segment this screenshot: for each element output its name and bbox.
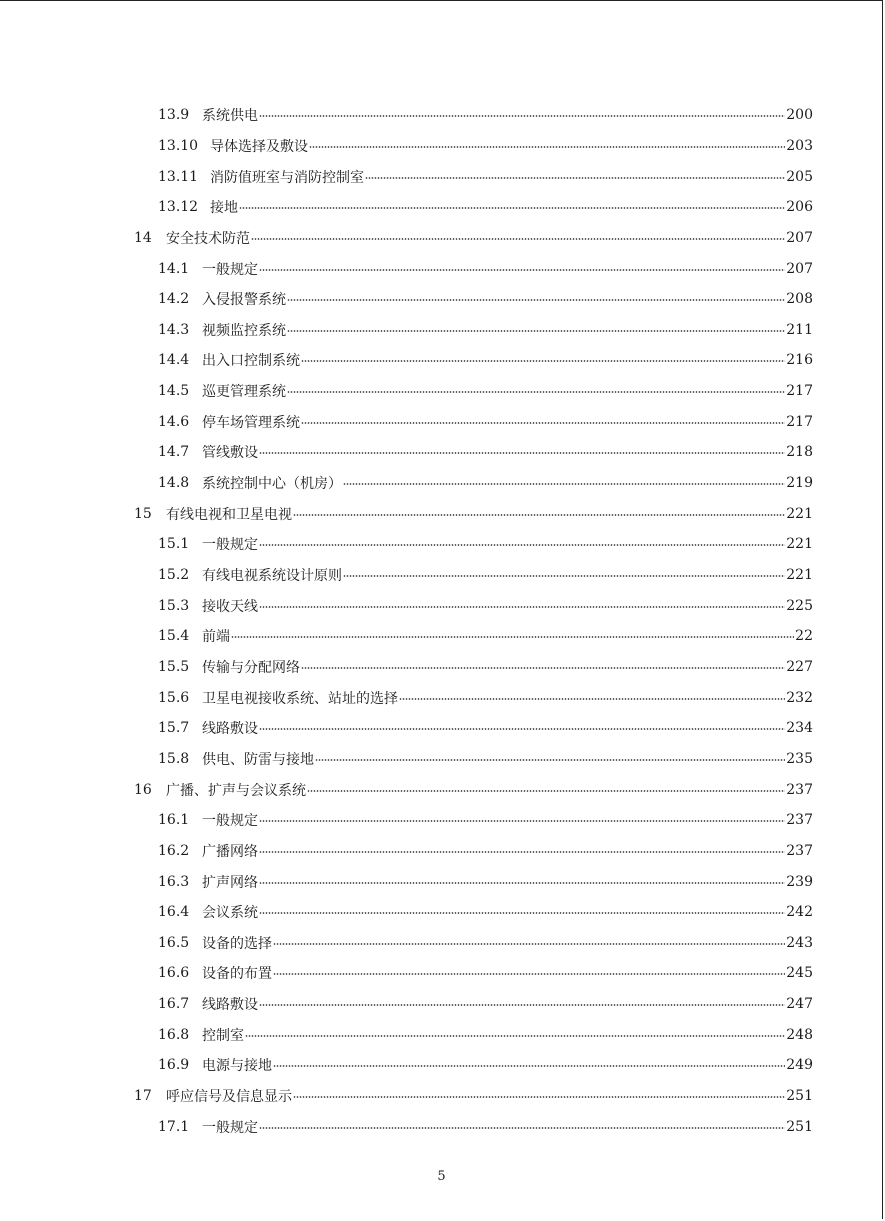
toc-entry-page: 206	[786, 199, 813, 216]
toc-entry[interactable]	[158, 345, 813, 376]
toc-entry-page: 237	[786, 781, 813, 798]
toc-entry[interactable]	[158, 161, 813, 192]
toc-entry-title: 广播、扩声与会议系统	[166, 782, 306, 799]
toc-entry-title: 有线电视和卫星电视	[166, 506, 292, 523]
toc-entry-number: 15.4	[158, 628, 190, 645]
toc-entry-number: 13.12	[158, 199, 199, 216]
toc-entry-title: 控制室	[202, 1027, 244, 1044]
dot-leader	[399, 698, 785, 700]
dot-leader	[301, 667, 785, 669]
toc-entry-number: 15.8	[158, 750, 190, 767]
toc-entry-title: 卫星电视接收系统、站址的选择	[202, 690, 398, 707]
toc-entry-number: 13.11	[158, 168, 199, 185]
toc-entry-number: 15.5	[158, 658, 190, 675]
toc-entry-page: 207	[786, 229, 813, 246]
toc-entry[interactable]	[158, 560, 813, 591]
dot-leader	[259, 1004, 785, 1006]
toc-entry-title: 消防值班室与消防控制室	[210, 169, 364, 186]
dot-leader	[343, 575, 785, 577]
toc-entry-page: 211	[786, 321, 813, 338]
toc-entry-page: 248	[786, 1026, 813, 1043]
toc-entry-title: 电源与接地	[202, 1058, 272, 1075]
toc-entry[interactable]	[158, 253, 813, 284]
toc-entry-number: 16	[134, 781, 152, 798]
toc-entry-page: 251	[786, 1118, 813, 1135]
toc-entry[interactable]	[134, 774, 813, 805]
toc-entry-page: 232	[786, 689, 813, 706]
toc-entry-page: 235	[786, 750, 813, 767]
toc-entry-number: 14.8	[158, 475, 190, 492]
dot-leader	[287, 330, 785, 332]
dot-leader	[259, 544, 785, 546]
toc-entry[interactable]	[158, 1020, 813, 1051]
toc-entry-number: 13.10	[158, 137, 199, 154]
toc-entry-number: 14.4	[158, 352, 190, 369]
toc-entry-number: 13.9	[158, 107, 190, 124]
toc-entry-page: 249	[786, 1057, 813, 1074]
toc-entry[interactable]	[158, 1111, 813, 1142]
toc-entry-page: 203	[786, 137, 813, 154]
dot-leader	[309, 146, 785, 148]
toc-entry-title: 安全技术防范	[166, 230, 250, 247]
toc-entry-page: 207	[786, 260, 813, 277]
dot-leader	[287, 391, 785, 393]
toc-entry-page: 221	[786, 567, 813, 584]
toc-entry-page: 205	[786, 168, 813, 185]
page-number: 5	[437, 1169, 446, 1184]
toc-entry-title: 一般规定	[202, 1119, 258, 1136]
toc-entry-title: 扩声网络	[202, 874, 258, 891]
toc-entry-number: 14.5	[158, 383, 190, 400]
toc-entry-number: 17.1	[158, 1118, 190, 1135]
toc-entry-page: 251	[786, 1088, 813, 1105]
toc-entry-page: 245	[786, 965, 813, 982]
toc-entry-number: 14.1	[158, 260, 190, 277]
toc-entry-number: 15.1	[158, 536, 190, 553]
toc-entry[interactable]	[158, 928, 813, 959]
toc-entry-title: 一般规定	[202, 813, 258, 830]
toc-entry-number: 16.7	[158, 996, 190, 1013]
toc-entry-title: 系统控制中心（机房）	[202, 476, 342, 493]
toc-entry-title: 接收天线	[202, 598, 258, 615]
toc-entry-page: 221	[786, 505, 813, 522]
dot-leader	[287, 299, 785, 301]
toc-entry-number: 15.6	[158, 689, 190, 706]
toc-entry[interactable]	[158, 131, 813, 162]
toc-entry-number: 17	[134, 1088, 152, 1105]
toc-entry-number: 16.9	[158, 1057, 190, 1074]
toc-entry-title: 传输与分配网络	[202, 659, 300, 676]
toc-entry-number: 16.1	[158, 812, 190, 829]
dot-leader	[293, 1096, 785, 1098]
toc-entry-title: 有线电视系统设计原则	[202, 568, 342, 585]
toc-entry-page: 225	[786, 597, 813, 614]
dot-leader	[259, 115, 785, 117]
toc-entry[interactable]	[158, 315, 813, 346]
toc-entry-page: 22	[795, 628, 813, 645]
toc-entry-page: 247	[786, 996, 813, 1013]
toc-entry[interactable]	[158, 744, 813, 775]
toc-entry-number: 16.3	[158, 873, 190, 890]
dot-leader	[307, 790, 785, 792]
dot-leader	[259, 269, 785, 271]
toc-entry[interactable]	[134, 223, 813, 254]
toc-entry[interactable]	[158, 376, 813, 407]
toc-entry[interactable]	[158, 468, 813, 499]
toc-entry-page: 227	[786, 658, 813, 675]
toc-entry[interactable]	[158, 590, 813, 621]
toc-entry[interactable]	[134, 498, 813, 529]
dot-leader	[301, 360, 785, 362]
toc-entry[interactable]	[158, 958, 813, 989]
toc-entry-title: 设备的选择	[202, 935, 272, 952]
toc-entry-number: 14.2	[158, 291, 190, 308]
toc-entry[interactable]	[134, 1081, 813, 1112]
toc-entry[interactable]	[158, 682, 813, 713]
toc-entry-title: 导体选择及敷设	[210, 138, 308, 155]
toc-entry-page: 217	[786, 413, 813, 430]
toc-entry-page: 234	[786, 720, 813, 737]
toc-entry[interactable]	[158, 805, 813, 836]
toc-entry-number: 16.2	[158, 842, 190, 859]
toc-entry-page: 217	[786, 383, 813, 400]
dot-leader	[293, 514, 785, 516]
toc-entry-title: 视频监控系统	[202, 322, 286, 339]
toc-entry-title: 系统供电	[202, 108, 258, 125]
toc-entry-number: 16.8	[158, 1026, 190, 1043]
toc-entry-page: 239	[786, 873, 813, 890]
toc-entry-title: 会议系统	[202, 905, 258, 922]
dot-leader	[273, 1065, 785, 1067]
dot-leader	[239, 207, 785, 209]
toc-entry-number: 15.2	[158, 567, 190, 584]
toc-entry[interactable]	[158, 192, 813, 223]
toc-entry[interactable]	[158, 1050, 813, 1081]
toc-entry-number: 14.6	[158, 413, 190, 430]
toc-entry-page: 237	[786, 812, 813, 829]
toc-entry-title: 前端	[202, 629, 230, 646]
dot-leader	[245, 1035, 785, 1037]
toc-entry-number: 15	[134, 505, 152, 522]
toc-entry[interactable]	[158, 866, 813, 897]
dot-leader	[273, 973, 785, 975]
toc-entry[interactable]	[158, 437, 813, 468]
toc-entry-page: 237	[786, 842, 813, 859]
dot-leader	[301, 422, 785, 424]
toc-entry-number: 16.5	[158, 934, 190, 951]
dot-leader	[259, 606, 785, 608]
toc-entry-title: 管线敷设	[202, 445, 258, 462]
toc-entry-number: 14.3	[158, 321, 190, 338]
toc-entry-title: 一般规定	[202, 537, 258, 554]
dot-leader	[259, 452, 785, 454]
toc-entry[interactable]	[158, 621, 813, 652]
toc-entry-page: 221	[786, 536, 813, 553]
toc-entry-title: 线路敷设	[202, 721, 258, 738]
toc-entry-page: 242	[786, 904, 813, 921]
dot-leader	[259, 851, 785, 853]
dot-leader	[343, 483, 785, 485]
toc-entry-number: 15.3	[158, 597, 190, 614]
dot-leader	[259, 912, 785, 914]
toc-entry-number: 16.4	[158, 904, 190, 921]
dot-leader	[251, 238, 785, 240]
toc-entry-title: 出入口控制系统	[202, 353, 300, 370]
toc-entry[interactable]	[158, 989, 813, 1020]
dot-leader	[259, 728, 785, 730]
toc-entry-title: 入侵报警系统	[202, 292, 286, 309]
toc-entry-title: 巡更管理系统	[202, 384, 286, 401]
toc-entry-number: 14	[134, 229, 152, 246]
toc-entry-title: 线路敷设	[202, 997, 258, 1014]
toc-entry[interactable]	[158, 529, 813, 560]
dot-leader	[259, 1127, 785, 1129]
toc-entry-page: 219	[786, 475, 813, 492]
toc-entry[interactable]	[158, 897, 813, 928]
toc-entry[interactable]	[158, 652, 813, 683]
dot-leader	[231, 636, 794, 638]
toc-entry-number: 15.7	[158, 720, 190, 737]
toc-entry[interactable]	[158, 100, 813, 131]
toc-entry[interactable]	[158, 836, 813, 867]
toc-entry[interactable]	[158, 284, 813, 315]
toc-entry-title: 接地	[210, 200, 238, 217]
toc-entry-number: 14.7	[158, 444, 190, 461]
dot-leader	[315, 759, 785, 761]
dot-leader	[259, 882, 785, 884]
toc-entry-page: 218	[786, 444, 813, 461]
toc-entry-page: 216	[786, 352, 813, 369]
toc-entry-title: 一般规定	[202, 261, 258, 278]
toc-entry-title: 广播网络	[202, 843, 258, 860]
toc-entry-title: 呼应信号及信息显示	[166, 1089, 292, 1106]
toc-entry-title: 供电、防雷与接地	[202, 751, 314, 768]
toc-entry-title: 停车场管理系统	[202, 414, 300, 431]
dot-leader	[273, 943, 785, 945]
dot-leader	[365, 177, 785, 179]
toc-entry-page: 208	[786, 291, 813, 308]
toc-entry[interactable]	[158, 407, 813, 438]
toc-entry-page: 200	[786, 107, 813, 124]
toc-entry-page: 243	[786, 934, 813, 951]
toc-entry-title: 设备的布置	[202, 966, 272, 983]
toc-entry[interactable]	[158, 713, 813, 744]
dot-leader	[259, 820, 785, 822]
toc-entry-number: 16.6	[158, 965, 190, 982]
